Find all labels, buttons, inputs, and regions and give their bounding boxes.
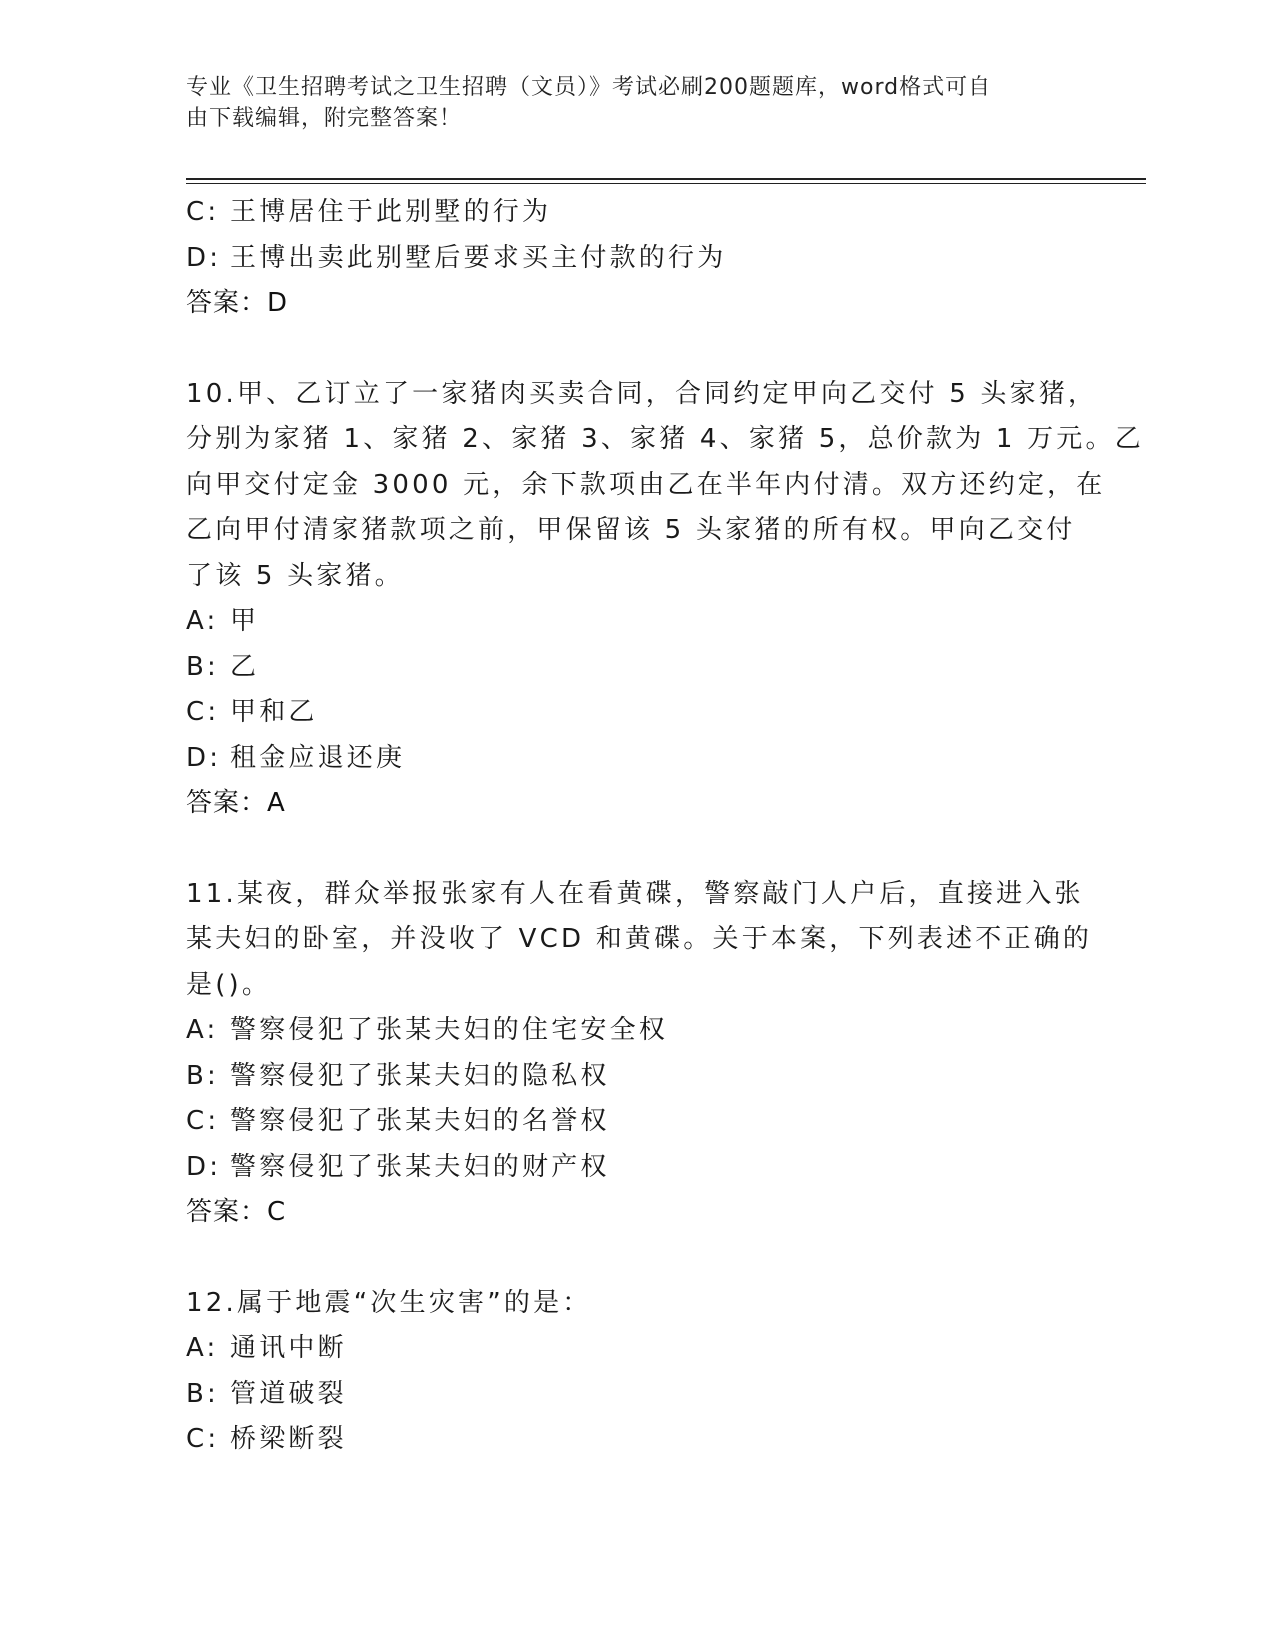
option-key: B: (186, 1378, 219, 1409)
answer-line: 答案：A (186, 788, 286, 818)
option-text: 警察侵犯了张某夫妇的住宅安全权 (230, 1015, 669, 1045)
spacer (186, 827, 1086, 872)
option-key: C: (186, 197, 220, 227)
option-item (186, 236, 1086, 282)
option-item (186, 599, 1086, 645)
header-rule-thin (186, 183, 1146, 184)
option-text: 警察侵犯了张某夫妇的隐私权 (230, 1060, 610, 1091)
spacer (186, 1236, 1086, 1281)
option-text: 桥梁断裂 (230, 1424, 347, 1454)
option-key: A: (186, 1333, 219, 1363)
option-key: B: (186, 651, 219, 682)
header-line-1: 专业《卫生招聘考试之卫生招聘（文员）》考试必刷200题题库，word格式可自 (186, 75, 992, 100)
option-text: 甲和乙 (230, 697, 318, 727)
question-stem-line: 了该 5 头家猪。 (186, 560, 404, 591)
option-key: D: (186, 1151, 222, 1182)
option-item (186, 1145, 1086, 1191)
document-body (186, 190, 1144, 1463)
question-12 (186, 1281, 1086, 1463)
question-stem-line: 乙向甲付清家猪款项之前，甲保留该 5 头家猪的所有权。甲向乙交付 (186, 515, 1076, 545)
option-text: 警察侵犯了张某夫妇的财产权 (230, 1151, 610, 1182)
option-item (186, 736, 1086, 782)
option-text: 警察侵犯了张某夫妇的名誉权 (230, 1106, 610, 1136)
question-stem-line: 10.甲、乙订立了一家猪肉买卖合同，合同约定甲向乙交付 5 头家猪， (186, 378, 1098, 409)
option-text: 甲 (230, 606, 260, 636)
option-key: C: (186, 1424, 220, 1454)
header-line-2: 由下载编辑，附完整答案！ (186, 106, 463, 131)
option-key: D: (186, 242, 222, 273)
option-text: 王博居住于此别墅的行为 (230, 197, 552, 227)
option-key: C: (186, 697, 220, 727)
option-item (186, 645, 1086, 691)
option-text: 王博出卖此别墅后要求买主付款的行为 (230, 242, 727, 273)
option-key: B: (186, 1060, 219, 1091)
option-key: C: (186, 1106, 220, 1136)
header-rule-thick (186, 178, 1146, 180)
question-stem-line: 某夫妇的卧室，并没收了 VCD 和黄碟。关于本案，下列表述不正确的 (186, 924, 1093, 954)
question-stem-line: 分别为家猪 1、家猪 2、家猪 3、家猪 4、家猪 5，总价款为 1 万元。乙 (186, 424, 1144, 454)
answer-line: 答案：C (186, 1197, 287, 1227)
option-item (186, 690, 1086, 736)
option-text: 管道破裂 (230, 1378, 347, 1409)
option-item (186, 190, 1086, 236)
option-item (186, 1372, 1086, 1418)
prev-question (186, 190, 1086, 327)
option-key: A: (186, 606, 219, 636)
answer-line: 答案：D (186, 288, 289, 318)
page-header (186, 72, 1086, 134)
option-text: 乙 (230, 651, 260, 682)
question-11 (186, 872, 1093, 1236)
option-key: D: (186, 742, 222, 773)
question-stem-line: 12.属于地震“次生灾害”的是： (186, 1287, 592, 1318)
option-key: A: (186, 1015, 219, 1045)
option-item (186, 1326, 1086, 1372)
question-stem-line: 是()。 (186, 969, 272, 1000)
option-item (186, 1054, 1086, 1100)
spacer (186, 327, 1086, 372)
question-stem-line: 向甲交付定金 3000 元，余下款项由乙在半年内付清。双方还约定，在 (186, 469, 1106, 500)
option-item (186, 1099, 1086, 1145)
option-item (186, 1417, 1086, 1463)
question-stem-line: 11.某夜，群众举报张家有人在看黄碟，警察敲门人户后，直接进入张 (186, 878, 1084, 909)
option-text: 租金应退还庚 (230, 742, 406, 773)
option-text: 通讯中断 (230, 1333, 347, 1363)
option-item (186, 1008, 1086, 1054)
question-10 (186, 372, 1144, 827)
